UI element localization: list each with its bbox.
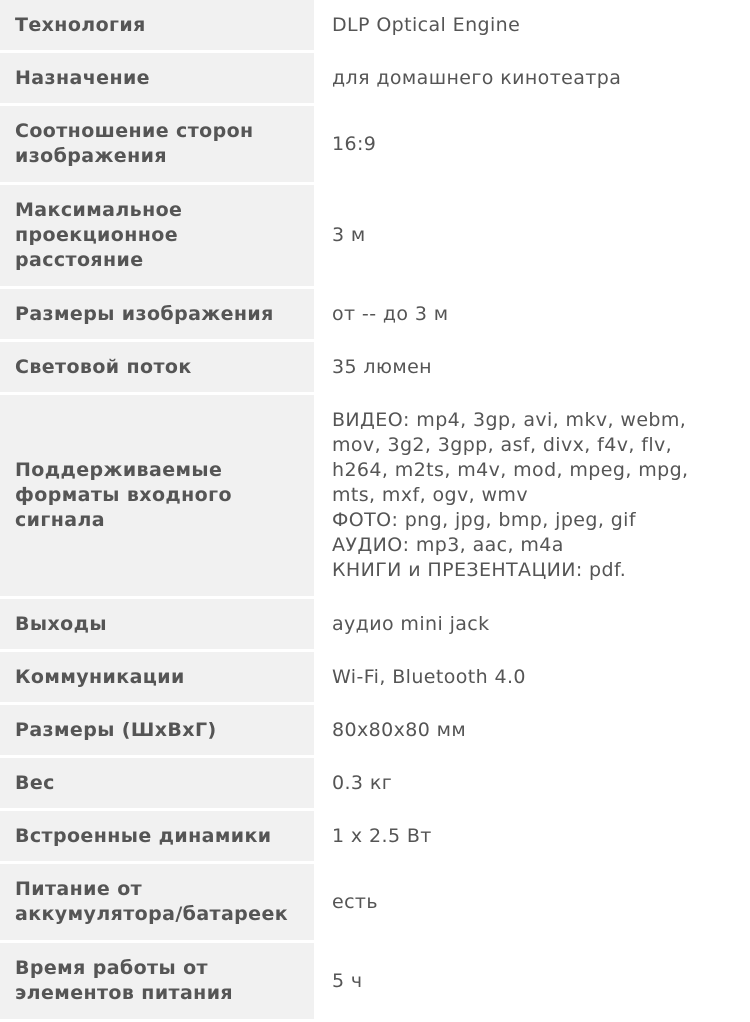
spec-value-line: h264, m2ts, m4v, mod, mpeg, mpg,: [332, 459, 689, 481]
spec-label: Поддерживаемые форматы входного сигнала: [0, 395, 317, 599]
spec-value: [317, 289, 750, 342]
spec-value-line: 1 x 2.5 Вт: [332, 824, 432, 847]
spec-value: [317, 705, 750, 758]
spec-label: Встроенные динамики: [0, 811, 317, 864]
spec-label: Максимальное проекционное расстояние: [0, 185, 317, 289]
spec-label: Время работы от элементов питания: [0, 943, 317, 1022]
spec-label: Световой поток: [0, 342, 317, 395]
spec-value-line: есть: [332, 890, 379, 913]
spec-value-line: 80x80x80 мм: [332, 718, 467, 741]
spec-label: Назначение: [0, 53, 317, 106]
spec-value-line: для домашнего кинотеатра: [332, 66, 622, 89]
spec-label: Вес: [0, 758, 317, 811]
spec-value-line: DLP Optical Engine: [332, 13, 521, 36]
spec-row-max-distance: [0, 185, 750, 289]
spec-value: [317, 943, 750, 1022]
spec-value-line: 3 м: [332, 224, 366, 246]
spec-value: [317, 395, 750, 599]
spec-label: Соотношение сторон изображения: [0, 106, 317, 185]
spec-row-purpose: [0, 53, 750, 106]
spec-row-image-size: [0, 289, 750, 342]
spec-value: [317, 811, 750, 864]
spec-label: Размеры (ШхВхГ): [0, 705, 317, 758]
spec-value: [317, 342, 750, 395]
spec-value-line: ВИДЕО: mp4, 3gp, avi, mkv, webm,: [332, 409, 687, 431]
spec-value-line: Wi-Fi, Bluetooth 4.0: [332, 665, 526, 688]
spec-row-battery-power: [0, 864, 750, 943]
spec-label: Размеры изображения: [0, 289, 317, 342]
spec-value-line: 5 ч: [332, 969, 363, 992]
spec-value-line: аудио mini jack: [332, 612, 490, 635]
spec-value: [317, 864, 750, 943]
spec-value: [317, 53, 750, 106]
spec-value-line: mov, 3g2, 3gpp, asf, divx, f4v, flv,: [332, 434, 673, 456]
spec-row-weight: [0, 758, 750, 811]
spec-value-line: АУДИО: mp3, aac, m4a: [332, 534, 564, 556]
spec-label: Коммуникации: [0, 652, 317, 705]
spec-label: Питание от аккумулятора/батареек: [0, 864, 317, 943]
spec-value: [317, 0, 750, 53]
spec-value-line: 0.3 кг: [332, 771, 393, 794]
spec-row-speakers: [0, 811, 750, 864]
spec-value-line: 16:9: [332, 132, 377, 155]
spec-value-line: от -- до 3 м: [332, 302, 449, 325]
spec-row-dimensions: [0, 705, 750, 758]
spec-row-aspect-ratio: [0, 106, 750, 185]
spec-value: [317, 106, 750, 185]
spec-value-line: КНИГИ и ПРЕЗЕНТАЦИИ: pdf.: [332, 559, 627, 581]
spec-value: [317, 185, 750, 289]
spec-label: Технология: [0, 0, 317, 53]
spec-row-outputs: [0, 599, 750, 652]
spec-value-line: ФОТО: png, jpg, bmp, jpeg, gif: [332, 509, 636, 531]
spec-value-line: mts, mxf, ogv, wmv: [332, 484, 528, 506]
spec-row-luminous-flux: [0, 342, 750, 395]
spec-value-line: 35 люмен: [332, 355, 432, 378]
spec-row-communications: [0, 652, 750, 705]
spec-row-input-formats: [0, 395, 750, 599]
spec-value: [317, 599, 750, 652]
spec-value: [317, 758, 750, 811]
spec-row-battery-life: [0, 943, 750, 1022]
spec-value: [317, 652, 750, 705]
spec-label: Выходы: [0, 599, 317, 652]
spec-row-technology: [0, 0, 750, 53]
